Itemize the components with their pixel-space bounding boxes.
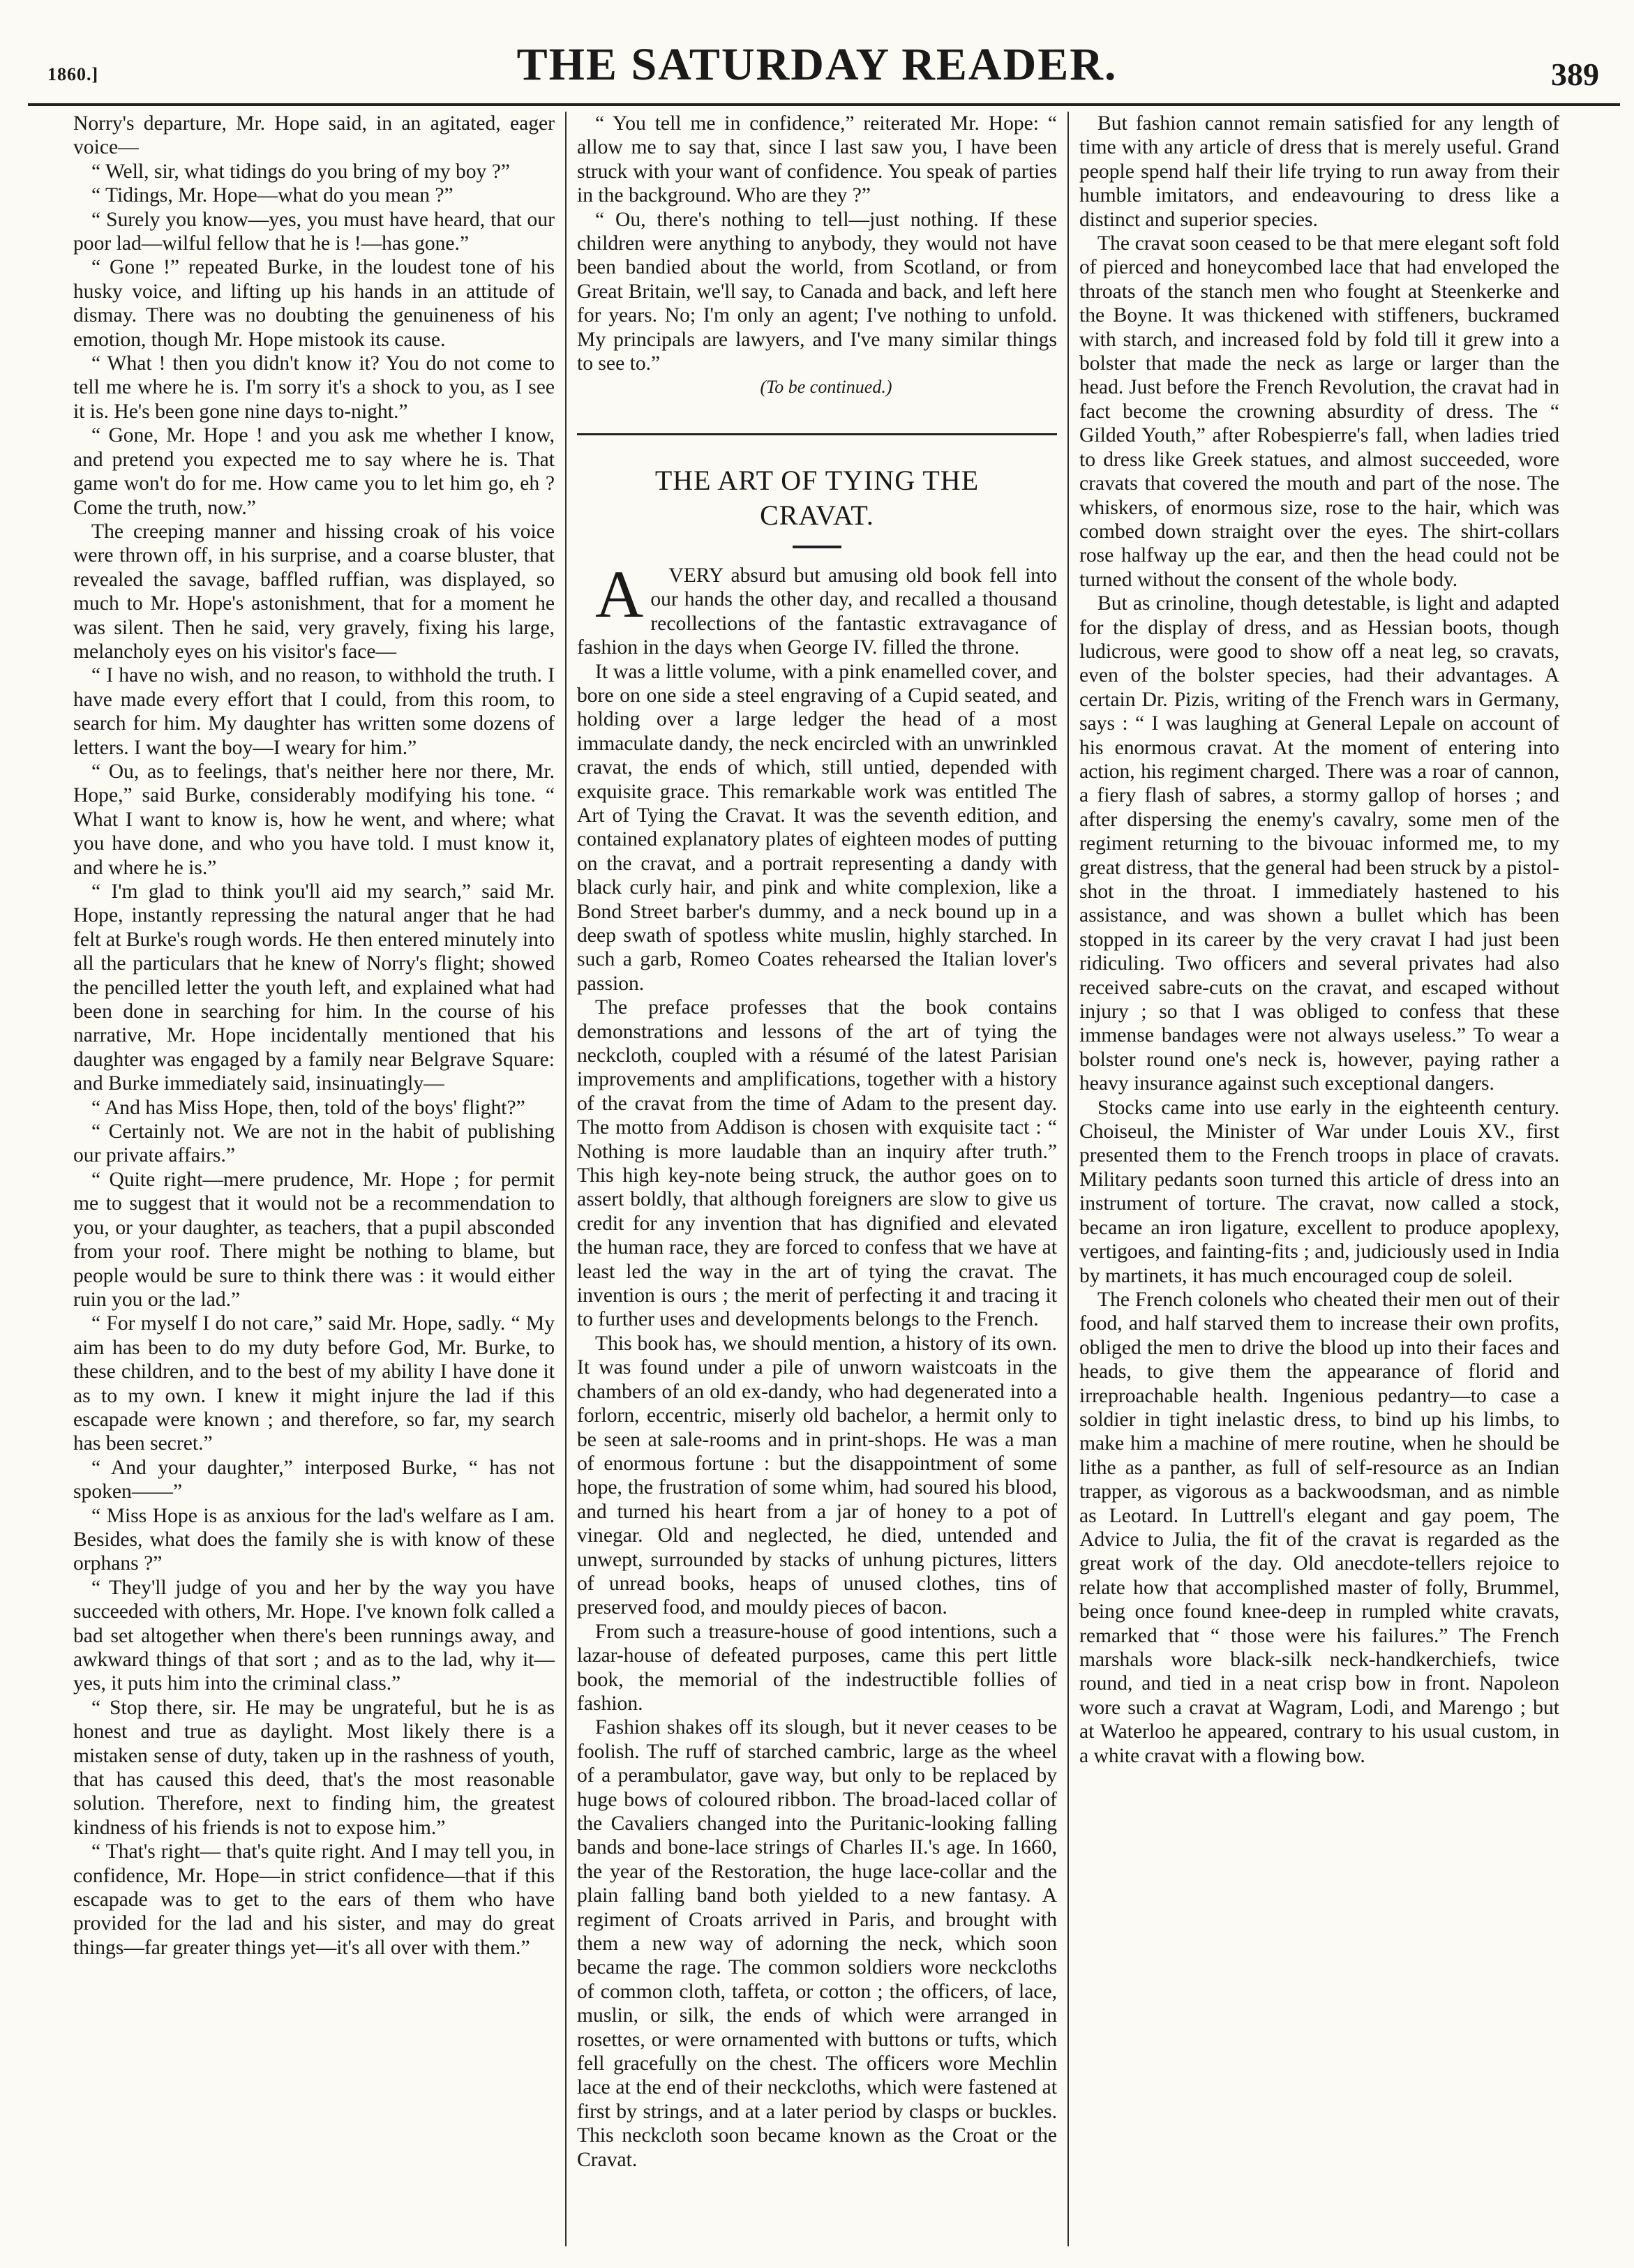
page-date: 1860.]	[47, 64, 99, 84]
story-paragraph: “ You tell me in confidence,” reiterated Mr. Hope: “ allow me to say that, since I last saw you, I have been struck with your want of confidence. You speak of parties in the background. Who are they ?”	[577, 112, 1057, 207]
story-paragraph: “ Stop there, sir. He may be ungrateful, but he is as honest and true as daylight. Most likely there is a mistaken sense of duty, taken up in the rashness of youth, that has caused this deed, that's the most reasonable solution. Therefore, next to finding him, the greatest kindness of his friends is not to expose him.”	[73, 1696, 555, 1839]
story-paragraph: “ Ou, there's nothing to tell—just nothing. If these children were anything to anybody, they would not have been bandied about the world, from Scotland, or from Great Britain, we'll say, to Canada and back, and left here for years. No; I'm only an agent; I've nothing to unfold. My principals are lawyers, and I've many similar things to see to.”	[577, 208, 1057, 375]
to-be-continued: (To be continued.)	[760, 377, 892, 398]
story-paragraph: “ Miss Hope is as anxious for the lad's welfare as I am. Besides, what does the family she is with know of these orphans ?”	[73, 1504, 555, 1575]
article-title-line-1: THE ART OF TYING THE	[654, 464, 980, 496]
story-paragraph: “ Quite right—mere prudence, Mr. Hope ; for permit me to suggest that it would not be a recommendation to you, or your daughter, as teachers, that a pupil absconded from your roof. There might be nothing to blame, but people would be sure to think there was : it would either ruin you or the lad.”	[73, 1168, 555, 1311]
article-paragraph: The French colonels who cheated their men out of their food, and half starved them to increase their own profits, obliged the men to drive the blood up into their faces and heads, to give them the appearance of florid and irreproachable health. Ingenious pedantry—to case a soldier in tight inelastic dress, to bind up his limbs, to make him a machine of mere routine, when he should be lithe as a panther, as full of self-resource as an Indian trapper, as vigorous as a backwoodsman, and as nimble as Leotard. In Luttrell's elegant and gay poem, The Advice to Julia, the fit of the cravat is regarded as the great work of the day. Old anecdote-tellers rejoice to relate how that accomplished master of folly, Brummel, being once found knee-deep in rumpled white cravats, remarked that “ those were his failures.” The French marshals wore black-silk neck-handkerchiefs, twice round, and tied in a neat crisp bow in front. Napoleon wore such a cravat at Wagram, Lodi, and Marengo ; but at Waterloo he appeared, contrary to his usual custom, in a white cravat with a flowing bow.	[1079, 1288, 1559, 1767]
page-number: 389	[1551, 57, 1599, 92]
article-title-line-2: CRAVAT.	[760, 499, 874, 531]
story-paragraph: “ And has Miss Hope, then, told of the boys' flight?”	[91, 1096, 525, 1119]
article-paragraph: From such a treasure-house of good intentions, such a lazar-house of defeated purposes, came this pert little book, the memorial of the indestructible follies of fashion.	[577, 1620, 1057, 1715]
article-paragraph: But as crinoline, though detestable, is light and adapted for the display of dress, and as Hessian boots, though ludicrous, were good to show off a neat leg, so cravats, even of the bolster species, had their advantages. A certain Dr. Pizis, writing of the French wars in Germany, says : “ I was laughing at General Lepale on account of his enormous cravat. At the moment of entering into action, his regiment charged. There was a roar of cannon, a fiery flash of sabres, a stormy gallop of horses ; and after dispersing the enemy's cavalry, some men of the regiment returning to the bivouac informed me, to my great distress, that the general had been struck by a pistol-shot in the throat. I immediately hastened to his assistance, and was shown a bullet which has been stopped in its career by the very cravat I had just been ridiculing. Two officers and several privates had also received sabre-cuts on the cravat, and escaped without injury ; so that I was obliged to confess that these immense bandages were not always useless.” To wear a bolster round one's neck is, however, paying rather a heavy insurance against such exceptional dangers.	[1079, 592, 1559, 1095]
story-paragraph: “ I'm glad to think you'll aid my search,” said Mr. Hope, instantly repressing the natural anger that he had felt at Burke's rough words. He then entered minutely into all the particulars that he knew of Norry's flight; showed the pencilled letter the youth left, and explained what had been done in searching for him. In the course of his narrative, Mr. Hope incidentally mentioned that his daughter was engaged by a family near Belgrave Square: and Burke immediately said, insinuatingly—	[73, 880, 555, 1095]
article-paragraph: It was a little volume, with a pink enamelled cover, and bore on one side a steel engraving of a Cupid seated, and holding over a large ledger the head of a most immaculate dandy, the neck encircled with an unwrinkled cravat, the ends of which, still untied, depended with exquisite grace. This remarkable work was entitled The Art of Tying the Cravat. It was the seventh edition, and contained explanatory plates of eighteen modes of putting on the cravat, and a portrait representing a dandy with black curly hair, and pink and white complexion, like a Bond Street barber's dummy, and a neck bound up in a deep swath of spotless white muslin, highly starched. In such a garb, Romeo Coates rehearsed the Italian lover's passion.	[577, 660, 1057, 995]
column-2	[565, 112, 1067, 2246]
article-paragraph: The cravat soon ceased to be that mere elegant soft fold of pierced and honeycombed lace that had enveloped the throats of the stanch men who fought at Steenkerke and the Boyne. It was thickened with stiffeners, buckramed with starch, and increased fold by fold till it grew into a bolster that made the neck as large or larger than the head. Just before the French Revolution, the cravat had in fact become the crowning absurdity of dress. The “ Gilded Youth,” after Robespierre's fall, when ladies tried to dress like Greek statues, and almost succeeded, wore cravats that covered the mouth and part of the nose. The whiskers, of enormous size, rose to the hair, which was combed down straight over the eyes. The shirt-collars rose halfway up the ear, and then the head could not be turned without the consent of the whole body.	[1079, 232, 1559, 591]
article-first-paragraph	[577, 556, 1057, 660]
article-paragraph: The preface professes that the book contains demonstrations and lessons of the art of tying the neckcloth, coupled with a résumé of the latest Parisian improvements and amplifications, together with a history of the cravat from the time of Adam to the present day. The motto from Addison is chosen with exquisite tact : “ Nothing is more laudable than an inquiry after truth.” This high key-note being struck, the author goes on to assert boldly, that although foreigners are slow to give us credit for any invention that has dignified and elevated the human race, they are forced to confess that we have at least led the way in the art of tying the cravat. The invention is ours ; the merit of perfecting it and tracing it to further uses and developments belongs to the French.	[577, 996, 1057, 1331]
story-paragraph: “ And your daughter,” interposed Burke, “ has not spoken——”	[73, 1456, 555, 1503]
story-paragraph: “ For myself I do not care,” said Mr. Hope, sadly. “ My aim has been to do my duty before God, Mr. Burke, to these children, and to the best of my ability I have done it as to my own. I knew it might injure the lad if this escapade were known ; and therefore, so far, my search has been secret.”	[73, 1312, 555, 1455]
story-paragraph: “ Certainly not. We are not in the habit of publishing our private affairs.”	[73, 1120, 555, 1167]
article-paragraph: Fashion shakes off its slough, but it never ceases to be foolish. The ruff of starched cambric, large as the wheel of a perambulator, gave way, but only to be replaced by huge bows of coloured ribbon. The broad-laced collar of the Cavaliers changed into the Puritanic-looking falling bands and bone-lace strings of Charles II.'s age. In 1660, the year of the Restoration, the huge lace-collar and the plain falling band both yielded to a new fantasy. A regiment of Croats arrived in Paris, and brought with them a new way of adorning the neck, which soon became the rage. The common soldiers wore neckcloths of common cloth, taffeta, or cotton ; the officers, of lace, muslin, or silk, the ends of which were arranged in rosettes, or were ornamented with buttons or tufts, which fell gracefully on the chest. The officers wore Mechlin lace at the end of their neckcloths, which were fastened at first by strings, and at a later period by clasps or buckles. This neckcloth soon became known as the Croat or the Cravat.	[577, 1716, 1057, 2171]
story-paragraph: Norry's departure, Mr. Hope said, in an agitated, eager voice—	[73, 112, 555, 159]
section-divider	[577, 433, 1057, 435]
column-3	[1067, 112, 1570, 2246]
story-paragraph: “ Well, sir, what tidings do you bring of my boy ?”	[91, 160, 511, 183]
column-1	[63, 112, 565, 2246]
story-paragraph: “ Ou, as to feelings, that's neither here nor there, Mr. Hope,” said Burke, considerably modifying his tone. “ What I want to know is, how he went, and where; what you have done, and who you have told. I must know it, and where he is.”	[73, 760, 555, 879]
story-paragraph: “ They'll judge of you and her by the way you have succeeded with others, Mr. Hope. I've known folk called a bad set altogether when there's been runnings away, and awkward things of that sort ; and as to the lad, why it—yes, it puts him into the criminal class.”	[73, 1576, 555, 1695]
masthead-title: THE SATURDAY READER.	[516, 39, 1118, 90]
article-first-paragraph-text: VERY absurd but amusing old book fell into our hands the other day, and recalled a thousand recollections of the fantastic extravagance of fashion in the days when George IV. filled the throne.	[577, 564, 1057, 659]
header-rule	[28, 103, 1620, 106]
page-header	[28, 21, 1606, 126]
article-paragraph: Stocks came into use early in the eighteenth century. Choiseul, the Minister of War under Louis XV., first presented them to the French troops in place of cravats. Military pedants soon turned this article of dress into an instrument of torture. The cravat, now called a stock, became an iron ligature, excellent to produce apoplexy, vertigoes, and fainting-fits ; and, judiciously used in India by martinets, it has much encouraged coup de soleil.	[1079, 1096, 1559, 1287]
article-paragraph: This book has, we should mention, a history of its own. It was found under a pile of unworn waistcoats in the chambers of an old ex-dandy, who had degenerated into a forlorn, eccentric, miserly old bachelor, a hermit only to be seen at sale-rooms and in print-shops. He was a man of enormous fortune : but the disappointment of some hope, the frustration of some whim, had soured his blood, and turned his heart from a jar of honey to a pot of vinegar. Old and neglected, he died, untended and unwept, surrounded by stacks of unhung pictures, litters of unread books, heaps of unused clothes, tins of preserved food, and mouldy pieces of bacon.	[577, 1332, 1057, 1619]
story-paragraph: “ Gone !” repeated Burke, in the loudest tone of his husky voice, and lifting up his hands in an attitude of dismay. There was no doubting the genuineness of his emotion, though Mr. Hope mistook its cause.	[73, 256, 555, 351]
story-paragraph: “ That's right— that's quite right. And I may tell you, in confidence, Mr. Hope—in strict confidence—that if this escapade was to get to the ears of them who have provided for the lad and his sister, and may do great things—far greater things yet—it's all over with them.”	[73, 1840, 555, 1959]
story-paragraph: “ Surely you know—yes, you must have heard, that our poor lad—wilful fellow that he is !—has gone.”	[73, 208, 555, 255]
article-columns	[63, 112, 1610, 2246]
drop-cap: A	[595, 556, 644, 631]
title-underline	[793, 546, 841, 548]
story-paragraph: The creeping manner and hissing croak of his voice were thrown off, in his surprise, and a coarse bluster, that revealed the savage, baffled ruffian, was displayed, so much to Mr. Hope's astonishment, that for a moment he was silent. Then he said, very gravely, fixing his large, melancholy eyes on his visitor's face—	[73, 520, 555, 663]
story-paragraph: “ Gone, Mr. Hope ! and you ask me whether I know, and pretend you expected me to say where he is. That game won't do for me. How came you to let him go, eh ? Come the truth, now.”	[73, 424, 555, 519]
article-title	[577, 463, 1057, 533]
story-paragraph: “ Tidings, Mr. Hope—what do you mean ?”	[91, 184, 454, 207]
story-paragraph: “ I have no wish, and no reason, to withhold the truth. I have made every effort that I could, from this room, to search for him. My daughter has written some dozens of letters. I want the boy—I weary for him.”	[73, 664, 555, 759]
story-paragraph: “ What ! then you didn't know it? You do not come to tell me where he is. I'm sorry it's a shock to you, as I see it is. He's been gone nine days to-night.”	[73, 352, 555, 423]
article-paragraph: But fashion cannot remain satisfied for any length of time with any article of dress that is merely useful. Grand people spend half their life trying to run away from their humble imitators, and endeavouring to dress like a distinct and superior species.	[1079, 112, 1559, 231]
